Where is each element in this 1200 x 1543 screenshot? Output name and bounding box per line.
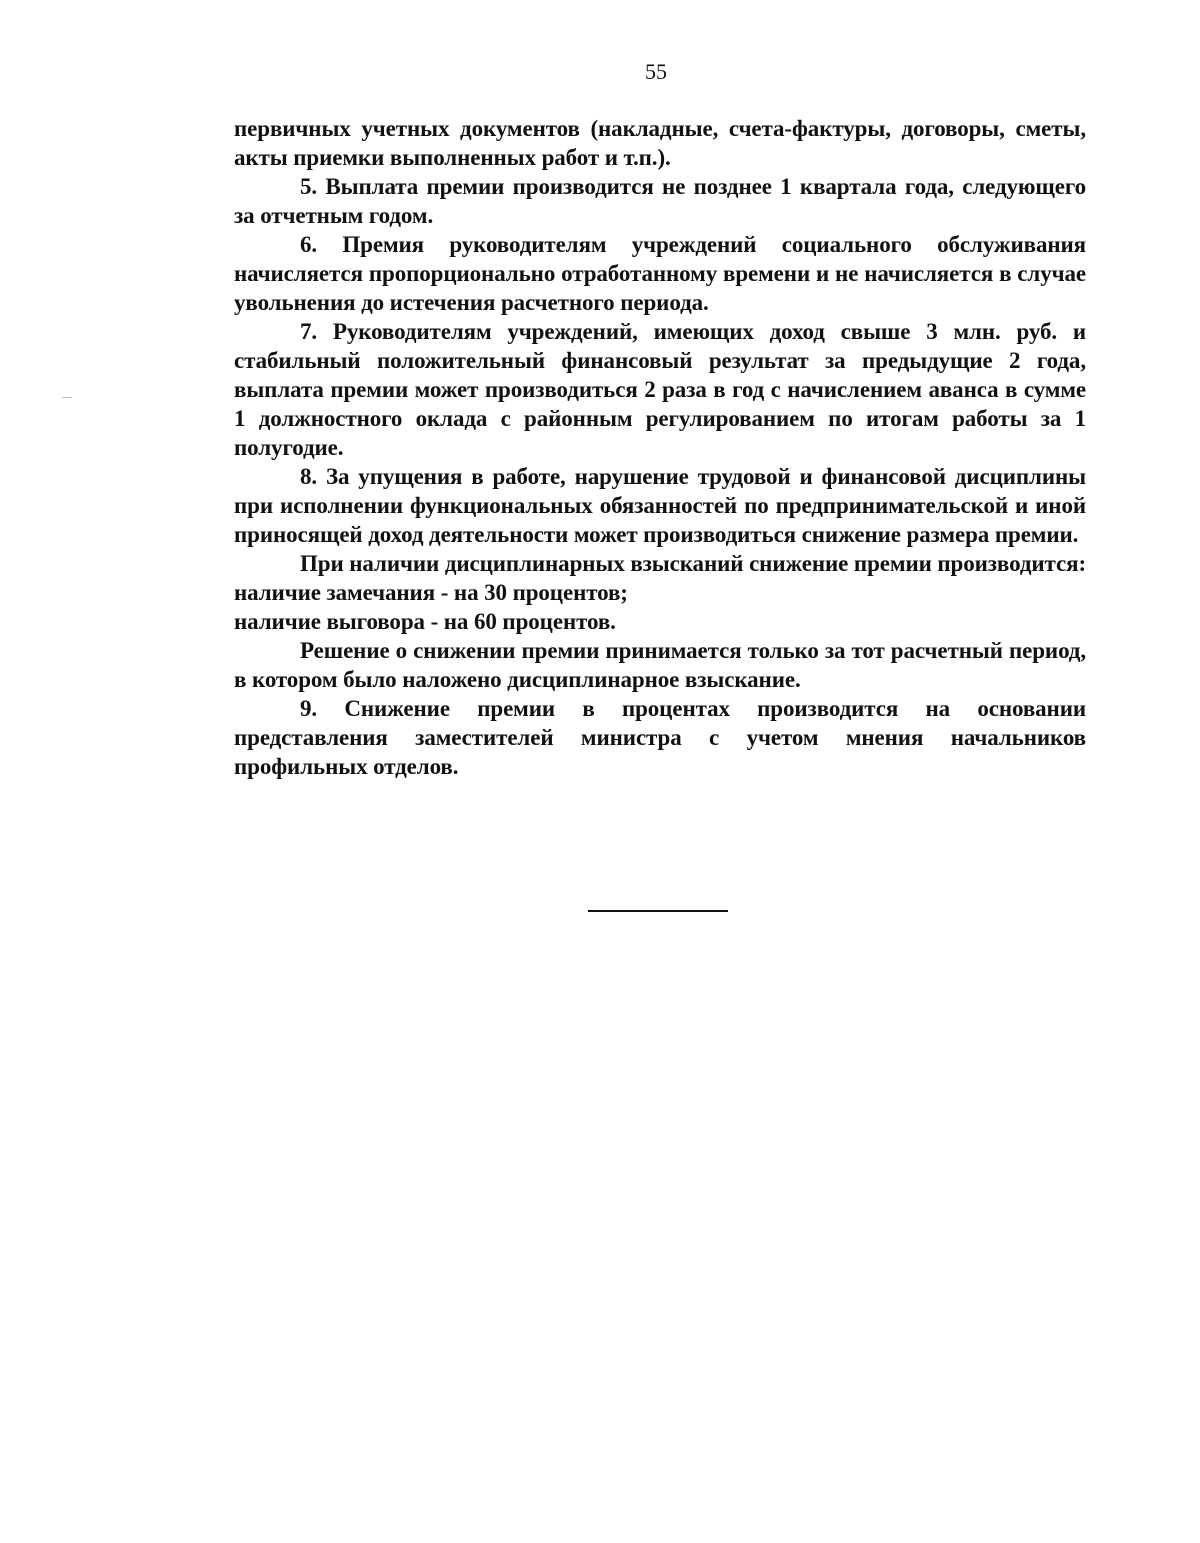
document-body (234, 114, 1086, 781)
paragraph-item-8: 8. За упущения в работе, нарушение трудовой и финансовой дисциплины при исполнении функциональных обязанностей по предпринимательской и иной приносящей доход деятельности может производиться снижение размера премии. (234, 464, 1086, 547)
scan-margin-mark (62, 397, 72, 398)
list-item-reprimand: наличие выговора - на 60 процентов. (234, 609, 616, 634)
paragraph-item-6: 6. Премия руководителям учреждений социального обслуживания начисляется пропорционально отработанному времени и не начисляется в случае увольнения до истечения расчетного периода. (234, 232, 1086, 315)
paragraph-continuation: первичных учетных документов (накладные, счета-фактуры, договоры, сметы, акты приемки выполненных работ и т.п.). (234, 116, 1086, 170)
paragraph-item-7: 7. Руководителям учреждений, имеющих доход свыше 3 млн. руб. и стабильный положительный финансовый результат за предыдущие 2 года, выплата премии может производиться 2 раза в год с начислением аванса в сумме 1 должностного оклада с районным регулированием по итогам работы за 1 полугодие. (234, 319, 1086, 460)
paragraph-item-5: 5. Выплата премии производится не позднее 1 квартала года, следующего за отчетным годом. (234, 174, 1086, 228)
end-of-document-rule (588, 910, 728, 912)
paragraph-item-9: 9. Снижение премии в процентах производится на основании представления заместителей министра с учетом мнения начальников профильных отделов. (234, 696, 1086, 779)
paragraph-decision: Решение о снижении премии принимается только за тот расчетный период, в котором было наложено дисциплинарное взыскание. (234, 638, 1086, 692)
list-item-remark: наличие замечания - на 30 процентов; (234, 580, 628, 605)
page-number: 55 (645, 59, 667, 84)
paragraph-disciplinary-intro: При наличии дисциплинарных взысканий снижение премии производится: (300, 551, 1087, 576)
